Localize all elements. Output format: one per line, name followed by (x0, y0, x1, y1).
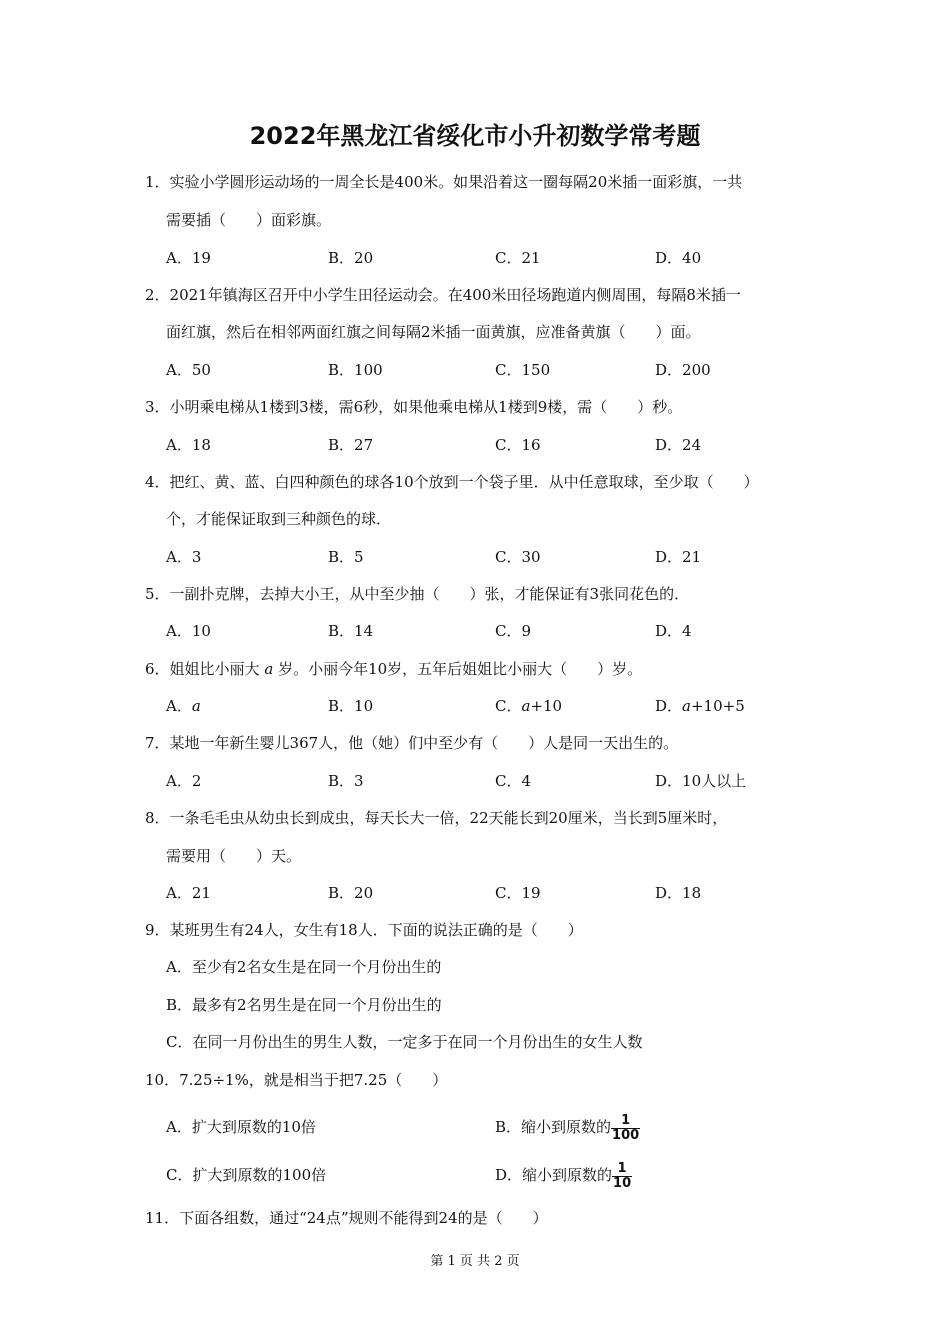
option-c[interactable]: C．16 (495, 436, 541, 454)
option-d[interactable]: D．40 (655, 249, 702, 267)
option-b[interactable]: B．5 (328, 548, 364, 566)
option-c[interactable]: C．30 (495, 548, 541, 566)
option-text: B．缩小到原数的 (495, 1118, 612, 1136)
variable-a: a (682, 697, 691, 715)
option-a[interactable]: A．21 (166, 884, 211, 902)
option-a[interactable]: A．10 (166, 622, 211, 640)
question-text: 某班男生有24人，女生有18人．下面的说法正确的是（ ） (169, 921, 583, 939)
option-d[interactable] (655, 687, 745, 725)
question-text: 把红、黄、蓝、白四种颜色的球各10个放到一个袋子里．从中任意取球，至少取（ ） (169, 473, 759, 491)
fraction-numerator: 1 (611, 1114, 640, 1129)
question-4-options (166, 538, 816, 576)
question-10-options-row1 (166, 1108, 816, 1148)
option-label: C． (495, 697, 522, 715)
question-text-continued: 需要用（ ）天。 (166, 847, 302, 865)
option-d[interactable]: D．24 (655, 436, 702, 454)
option-a[interactable]: A．2 (166, 772, 202, 790)
question-text: 7.25÷1%，就是相当于把7.25（ ） (179, 1071, 448, 1089)
question-text-continued: 需要插（ ）面彩旗。 (166, 211, 332, 229)
option-d[interactable]: D．10人以上 (655, 772, 747, 790)
option-c[interactable]: C．150 (495, 361, 551, 379)
option-text: D．缩小到原数的 (495, 1166, 613, 1184)
question-5 (145, 575, 815, 613)
question-text-rest: 岁。小丽今年10岁，五年后姐姐比小丽大（ ）岁。 (278, 660, 643, 678)
question-text: 某地一年新生婴儿367人，他（她）们中至少有（ ）人是同一天出生的。 (169, 734, 679, 752)
question-7-options (166, 762, 816, 800)
option-value: 10 (354, 697, 374, 715)
option-d[interactable]: D．18 (655, 884, 702, 902)
question-8-options (166, 874, 816, 912)
question-number: 3． (145, 398, 170, 416)
question-number: 9． (145, 921, 170, 939)
option-a[interactable]: A．19 (166, 249, 211, 267)
question-8 (145, 799, 815, 837)
question-number: 6． (145, 660, 170, 678)
option-b[interactable]: B．14 (328, 622, 374, 640)
option-value: +10+5 (690, 697, 745, 715)
question-7 (145, 724, 815, 762)
question-text: 实验小学圆形运动场的一周全长是400米。如果沿着这一圈每隔20米插一面彩旗，一共 (169, 173, 743, 191)
option-c[interactable]: C．4 (495, 772, 532, 790)
option-a[interactable]: A．扩大到原数的10倍 (166, 1118, 316, 1136)
question-text: 姐姐比小丽大 (169, 660, 260, 678)
option-b[interactable] (495, 1108, 640, 1146)
question-5-options (166, 612, 816, 650)
variable-a: a (521, 697, 531, 715)
question-text-continued: 面红旗，然后在相邻两面红旗之间每隔2米插一面黄旗，应准备黄旗（ ）面。 (166, 323, 701, 341)
question-number: 5． (145, 585, 170, 603)
question-6 (145, 650, 815, 688)
option-d[interactable]: D．21 (655, 548, 702, 566)
option-b[interactable]: B．100 (328, 361, 383, 379)
question-text: 小明乘电梯从1楼到3楼，需6秒，如果他乘电梯从1楼到9楼，需（ ）秒。 (169, 398, 683, 416)
option-b[interactable]: B．3 (328, 772, 364, 790)
fraction-1-10 (612, 1162, 632, 1190)
question-3 (145, 388, 815, 426)
page-title: 2022年黑龙江省绥化市小升初数学常考题 (249, 122, 701, 150)
option-c[interactable]: C．在同一月份出生的男生人数，一定多于在同一个月份出生的女生人数 (166, 1033, 643, 1051)
option-c[interactable]: C．扩大到原数的100倍 (166, 1166, 327, 1184)
option-label: A． (166, 697, 192, 715)
question-number: 1． (145, 173, 170, 191)
question-1-options (166, 239, 816, 277)
question-9 (145, 911, 815, 949)
question-text: 2021年镇海区召开中小学生田径运动会。在400米田径场跑道内侧周围，每隔8米插一 (169, 286, 741, 304)
option-b[interactable]: B．20 (328, 884, 374, 902)
option-a[interactable]: A．50 (166, 361, 211, 379)
option-c[interactable] (495, 687, 562, 725)
fraction-1-100 (611, 1114, 640, 1142)
option-value: +10 (530, 697, 563, 715)
option-b[interactable]: B．20 (328, 249, 374, 267)
question-text: 一条毛毛虫从幼虫长到成虫，每天长大一倍，22天能长到20厘米，当长到5厘米时， (169, 809, 728, 827)
question-number: 8． (145, 809, 170, 827)
question-2 (145, 276, 815, 314)
question-6-options (166, 687, 816, 725)
variable-a: a (191, 697, 201, 715)
variable-a: a (264, 660, 274, 678)
question-text: 一副扑克牌，去掉大小王，从中至少抽（ ）张，才能保证有3张同花色的． (169, 585, 690, 603)
option-a[interactable]: A．18 (166, 436, 211, 454)
option-b[interactable]: B．最多有2名男生是在同一个月份出生的 (166, 996, 442, 1014)
option-a[interactable]: A．至少有2名女生是在同一个月份出生的 (166, 958, 442, 976)
option-b[interactable] (328, 687, 373, 725)
question-text: 下面各组数，通过“24点”规则不能得到24的是（ ） (179, 1209, 548, 1227)
option-c[interactable]: C．21 (495, 249, 541, 267)
question-number: 4． (145, 473, 170, 491)
question-3-options (166, 426, 816, 464)
question-10 (145, 1061, 815, 1099)
fraction-denominator: 10 (613, 1175, 632, 1191)
option-a[interactable]: A．3 (166, 548, 202, 566)
fraction-denominator: 100 (612, 1127, 640, 1143)
option-c[interactable]: C．9 (495, 622, 532, 640)
option-d[interactable]: D．200 (655, 361, 711, 379)
question-4 (145, 463, 815, 501)
question-number: 2． (145, 286, 170, 304)
fraction-numerator: 1 (612, 1162, 632, 1177)
option-label: D． (655, 697, 683, 715)
option-d[interactable]: D．4 (655, 622, 692, 640)
page-footer: 第 1 页 共 2 页 (430, 1254, 520, 1269)
question-11 (145, 1199, 815, 1237)
option-c[interactable]: C．19 (495, 884, 541, 902)
question-1 (145, 163, 815, 201)
question-number: 7． (145, 734, 170, 752)
option-label: B． (328, 697, 355, 715)
question-number: 10． (145, 1071, 180, 1089)
question-2-options (166, 351, 816, 389)
option-b[interactable]: B．27 (328, 436, 374, 454)
question-10-options-row2 (166, 1156, 816, 1196)
question-number: 11． (145, 1209, 180, 1227)
question-text-continued: 个，才能保证取到三种颜色的球． (166, 510, 392, 528)
option-d[interactable] (495, 1156, 632, 1194)
option-a[interactable] (166, 687, 201, 725)
